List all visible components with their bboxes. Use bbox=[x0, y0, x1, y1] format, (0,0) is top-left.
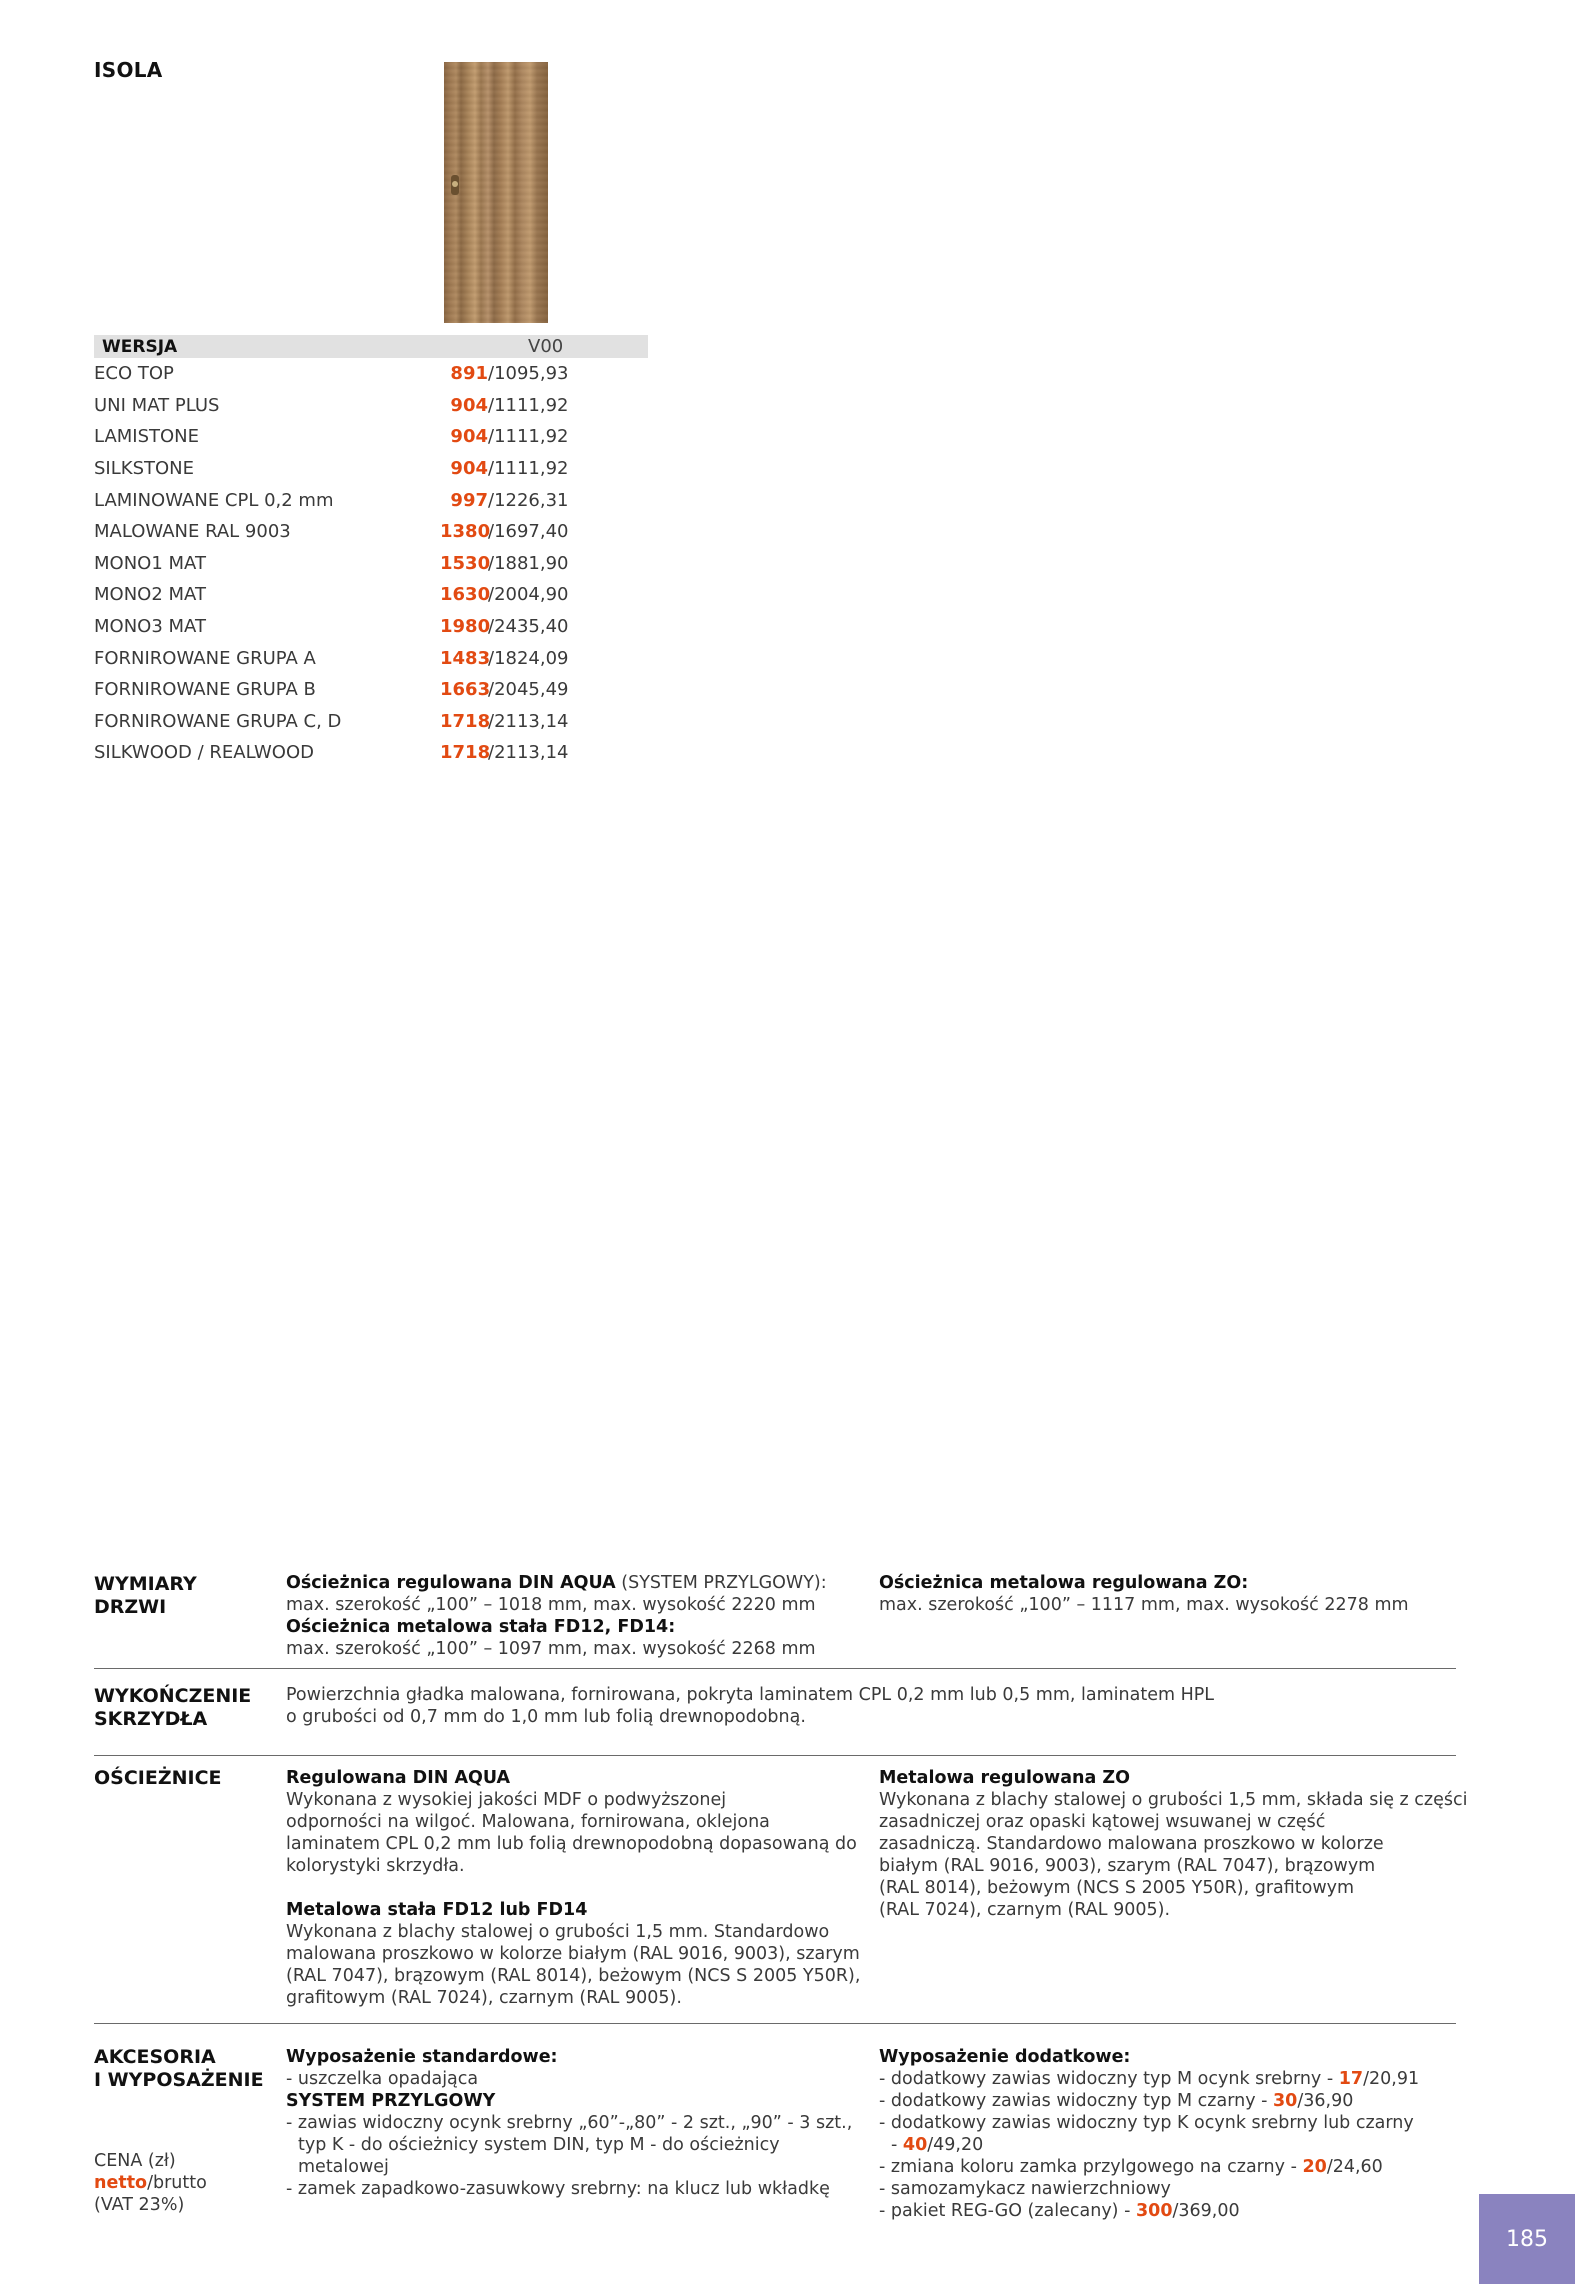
table-row bbox=[94, 706, 648, 738]
finish-line1: Powierzchnia gładka malowana, fornirowana, pokryta laminatem CPL 0,2 mm lub 0,5 mm, laminatem HPL bbox=[286, 1685, 1215, 1705]
table-row bbox=[94, 642, 648, 674]
price-table bbox=[94, 335, 648, 769]
net-price: 1530 bbox=[440, 552, 491, 574]
frames-col-left bbox=[286, 1767, 861, 2009]
net-price: 1718 bbox=[440, 710, 491, 732]
price-legend-gross: /brutto bbox=[147, 2173, 207, 2193]
zo-frame-line: zasadniczej oraz opaski kątowej wsuwanej w część bbox=[879, 1812, 1326, 1832]
price-cell bbox=[440, 484, 648, 516]
net-price: 1980 bbox=[440, 616, 491, 638]
standard-item: - zawias widoczny ocynk srebrny „60”-„80” - 2 szt., „90” - 3 szt., bbox=[286, 2113, 853, 2133]
additional-equipment bbox=[879, 2046, 1459, 2222]
zo-frame-line: (RAL 7024), czarnym (RAL 9005). bbox=[879, 1900, 1171, 1920]
net-price: 1718 bbox=[440, 742, 491, 764]
additional-equipment-title: Wyposażenie dodatkowe: bbox=[879, 2047, 1131, 2067]
finish-text bbox=[286, 1684, 1286, 1728]
additional-item-gross: /24,60 bbox=[1326, 2157, 1383, 2177]
finish-name: FORNIROWANE GRUPA C, D bbox=[94, 710, 342, 732]
gross-price: /1111,92 bbox=[488, 394, 569, 416]
zo-frame-line: zasadniczą. Standardowo malowana proszkowo w kolorze bbox=[879, 1834, 1384, 1854]
finish-name: MONO3 MAT bbox=[94, 616, 206, 638]
additional-item-gross: /369,00 bbox=[1172, 2201, 1240, 2221]
finish-name: LAMINOWANE CPL 0,2 mm bbox=[94, 489, 334, 511]
table-row bbox=[94, 579, 648, 611]
dimensions-col-right bbox=[879, 1572, 1459, 1616]
net-price: 1663 bbox=[440, 679, 491, 701]
standard-item: - uszczelka opadająca bbox=[286, 2069, 479, 2089]
additional-item: - samozamykacz nawierzchniowy bbox=[879, 2179, 1171, 2199]
net-price: 1630 bbox=[440, 584, 491, 606]
price-legend-net: netto bbox=[94, 2173, 148, 2193]
price-cell bbox=[440, 737, 648, 769]
price-cell bbox=[440, 358, 648, 390]
version-label: WERSJA bbox=[102, 336, 178, 357]
din-aqua-dims: max. szerokość „100” – 1018 mm, max. wysokość 2220 mm bbox=[286, 1595, 816, 1615]
din-aqua-frame-line: laminatem CPL 0,2 mm lub folią drewnopodobną dopasowaną do bbox=[286, 1834, 857, 1854]
fd-frame-line: (RAL 7047), brązowym (RAL 8014), beżowym (NCS S 2005 Y50R), bbox=[286, 1966, 861, 1986]
standard-equipment bbox=[286, 2046, 856, 2200]
gross-price: /1226,31 bbox=[488, 489, 569, 511]
finish-name: ECO TOP bbox=[94, 363, 174, 385]
table-row bbox=[94, 674, 648, 706]
finish-name: FORNIROWANE GRUPA A bbox=[94, 647, 316, 669]
fd-frame-line: Wykonana z blachy stalowej o grubości 1,5 mm. Standardowo bbox=[286, 1922, 830, 1942]
table-row bbox=[94, 548, 648, 580]
din-aqua-title: Ościeżnica regulowana DIN AQUA bbox=[286, 1573, 616, 1593]
finish-name: SILKWOOD / REALWOOD bbox=[94, 742, 314, 764]
finish-name: FORNIROWANE GRUPA B bbox=[94, 679, 316, 701]
door-handle bbox=[451, 175, 459, 195]
dimensions-heading bbox=[94, 1573, 274, 1619]
finish-name: MONO2 MAT bbox=[94, 584, 206, 606]
price-cell bbox=[440, 706, 648, 738]
finish-name: MONO1 MAT bbox=[94, 552, 206, 574]
system-label: SYSTEM PRZYLGOWY bbox=[286, 2091, 496, 2111]
price-cell bbox=[440, 674, 648, 706]
accessories-heading-line1: AKCESORIA bbox=[94, 2046, 216, 2068]
price-cell bbox=[440, 453, 648, 485]
price-cell bbox=[440, 611, 648, 643]
table-row bbox=[94, 737, 648, 769]
zo-frame-line: Wykonana z blachy stalowej o grubości 1,5 mm, składa się z części bbox=[879, 1790, 1468, 1810]
zo-title: Ościeżnica metalowa regulowana ZO: bbox=[879, 1573, 1249, 1593]
zo-frame-line: (RAL 8014), beżowym (NCS S 2005 Y50R), grafitowym bbox=[879, 1878, 1355, 1898]
net-price: 1380 bbox=[440, 521, 491, 543]
table-row bbox=[94, 421, 648, 453]
table-row bbox=[94, 611, 648, 643]
net-price: 1483 bbox=[440, 647, 491, 669]
table-row bbox=[94, 453, 648, 485]
accessories-heading-line2: I WYPOSAŻENIE bbox=[94, 2069, 264, 2091]
din-aqua-suffix: (SYSTEM PRZYLGOWY): bbox=[615, 1573, 827, 1593]
additional-item-gross: /49,20 bbox=[927, 2135, 984, 2155]
finish-name: MALOWANE RAL 9003 bbox=[94, 521, 291, 543]
page-title: ISOLA bbox=[94, 58, 163, 82]
table-row bbox=[94, 358, 648, 390]
din-aqua-frame-title: Regulowana DIN AQUA bbox=[286, 1768, 511, 1788]
additional-item-gross: /36,90 bbox=[1297, 2091, 1354, 2111]
net-price: 904 bbox=[450, 426, 488, 448]
additional-item-net: 17 bbox=[1338, 2069, 1364, 2089]
accessories-row bbox=[94, 2024, 1456, 2224]
gross-price: /1881,90 bbox=[488, 552, 569, 574]
zo-frame-title: Metalowa regulowana ZO bbox=[879, 1768, 1130, 1788]
dimensions-heading-line1: WYMIARY bbox=[94, 1573, 197, 1595]
din-aqua-frame-line: odporności na wilgoć. Malowana, fornirowana, oklejona bbox=[286, 1812, 770, 1832]
price-legend bbox=[94, 2150, 207, 2216]
fd-dims: max. szerokość „100” – 1097 mm, max. wysokość 2268 mm bbox=[286, 1639, 816, 1659]
variant-label: V00 bbox=[528, 336, 564, 357]
standard-item-cont: metalowej bbox=[298, 2157, 389, 2177]
price-cell bbox=[440, 516, 648, 548]
price-cell bbox=[440, 579, 648, 611]
finish-heading-line2: SKRZYDŁA bbox=[94, 1708, 208, 1730]
gross-price: /1111,92 bbox=[488, 426, 569, 448]
finish-name: SILKSTONE bbox=[94, 458, 194, 480]
standard-equipment-title: Wyposażenie standardowe: bbox=[286, 2047, 558, 2067]
fd-frame-line: malowana proszkowo w kolorze białym (RAL 9016, 9003), szarym bbox=[286, 1944, 860, 1964]
din-aqua-frame-line: Wykonana z wysokiej jakości MDF o podwyższonej bbox=[286, 1790, 727, 1810]
price-cell bbox=[440, 642, 648, 674]
gross-price: /2113,14 bbox=[488, 742, 569, 764]
finish-heading bbox=[94, 1685, 274, 1731]
finish-name: LAMISTONE bbox=[94, 426, 200, 448]
net-price: 904 bbox=[450, 394, 488, 416]
frames-heading: OŚCIEŻNICE bbox=[94, 1767, 222, 1789]
additional-item bbox=[879, 2090, 1459, 2112]
additional-item-net: 30 bbox=[1273, 2091, 1298, 2111]
additional-item bbox=[879, 2068, 1459, 2090]
frames-col-right bbox=[879, 1767, 1468, 1921]
accessories-heading bbox=[94, 2046, 274, 2092]
additional-item-text: - dodatkowy zawias widoczny typ M ocynk srebrny - bbox=[879, 2069, 1339, 2089]
price-cell bbox=[440, 548, 648, 580]
net-price: 997 bbox=[450, 489, 488, 511]
price-cell bbox=[440, 421, 648, 453]
finish-heading-line1: WYKOŃCZENIE bbox=[94, 1685, 252, 1707]
price-legend-vat: (VAT 23%) bbox=[94, 2195, 185, 2215]
dimensions-col-left bbox=[286, 1572, 856, 1660]
gross-price: /2045,49 bbox=[488, 679, 569, 701]
table-row bbox=[94, 516, 648, 548]
gross-price: /2004,90 bbox=[488, 584, 569, 606]
dimensions-row bbox=[94, 1572, 1456, 1669]
price-legend-currency: CENA (zł) bbox=[94, 2151, 176, 2171]
table-row bbox=[94, 484, 648, 516]
net-price: 891 bbox=[450, 363, 488, 385]
fd-frame-title: Metalowa stała FD12 lub FD14 bbox=[286, 1900, 588, 1920]
gross-price: /2113,14 bbox=[488, 710, 569, 732]
din-aqua-frame-line: kolorystyki skrzydła. bbox=[286, 1856, 465, 1876]
zo-frame-line: białym (RAL 9016, 9003), szarym (RAL 7047), brązowym bbox=[879, 1856, 1376, 1876]
additional-item-text: - bbox=[891, 2135, 903, 2155]
price-table-header bbox=[94, 335, 648, 358]
gross-price: /1697,40 bbox=[488, 521, 569, 543]
gross-price: /2435,40 bbox=[488, 616, 569, 638]
finish-line2: o grubości od 0,7 mm do 1,0 mm lub folią drewnopodobną. bbox=[286, 1707, 806, 1727]
additional-item-net: 20 bbox=[1302, 2157, 1327, 2177]
finish-name: UNI MAT PLUS bbox=[94, 394, 220, 416]
specs-section bbox=[94, 1572, 1468, 2224]
net-price: 904 bbox=[450, 458, 488, 480]
additional-item bbox=[879, 2200, 1459, 2222]
table-row bbox=[94, 390, 648, 422]
additional-item-cont bbox=[879, 2134, 1459, 2156]
standard-item-cont: typ K - do ościeżnicy system DIN, typ M - do ościeżnicy bbox=[298, 2135, 780, 2155]
additional-item-net: 300 bbox=[1135, 2201, 1173, 2221]
gross-price: /1824,09 bbox=[488, 647, 569, 669]
dimensions-heading-line2: DRZWI bbox=[94, 1596, 167, 1618]
additional-item bbox=[879, 2156, 1459, 2178]
additional-item: - dodatkowy zawias widoczny typ K ocynk srebrny lub czarny bbox=[879, 2113, 1414, 2133]
gross-price: /1095,93 bbox=[488, 363, 569, 385]
price-cell bbox=[440, 390, 648, 422]
additional-item-text: - dodatkowy zawias widoczny typ M czarny - bbox=[879, 2091, 1273, 2111]
gross-price: /1111,92 bbox=[488, 458, 569, 480]
additional-item-text: - zmiana koloru zamka przylgowego na czarny - bbox=[879, 2157, 1303, 2177]
door-image bbox=[444, 62, 548, 323]
frames-row bbox=[94, 1756, 1468, 2024]
additional-item-text: - pakiet REG-GO (zalecany) - bbox=[879, 2201, 1136, 2221]
additional-item-gross: /20,91 bbox=[1363, 2069, 1420, 2089]
standard-item: - zamek zapadkowo-zasuwkowy srebrny: na klucz lub wkładkę bbox=[286, 2179, 830, 2199]
additional-item-net: 40 bbox=[902, 2135, 928, 2155]
fd-title: Ościeżnica metalowa stała FD12, FD14: bbox=[286, 1617, 676, 1637]
zo-dims: max. szerokość „100” – 1117 mm, max. wysokość 2278 mm bbox=[879, 1595, 1409, 1615]
finish-row bbox=[94, 1669, 1456, 1756]
fd-frame-line: grafitowym (RAL 7024), czarnym (RAL 9005). bbox=[286, 1988, 682, 2008]
page-number-badge: 185 bbox=[1479, 2194, 1575, 2284]
